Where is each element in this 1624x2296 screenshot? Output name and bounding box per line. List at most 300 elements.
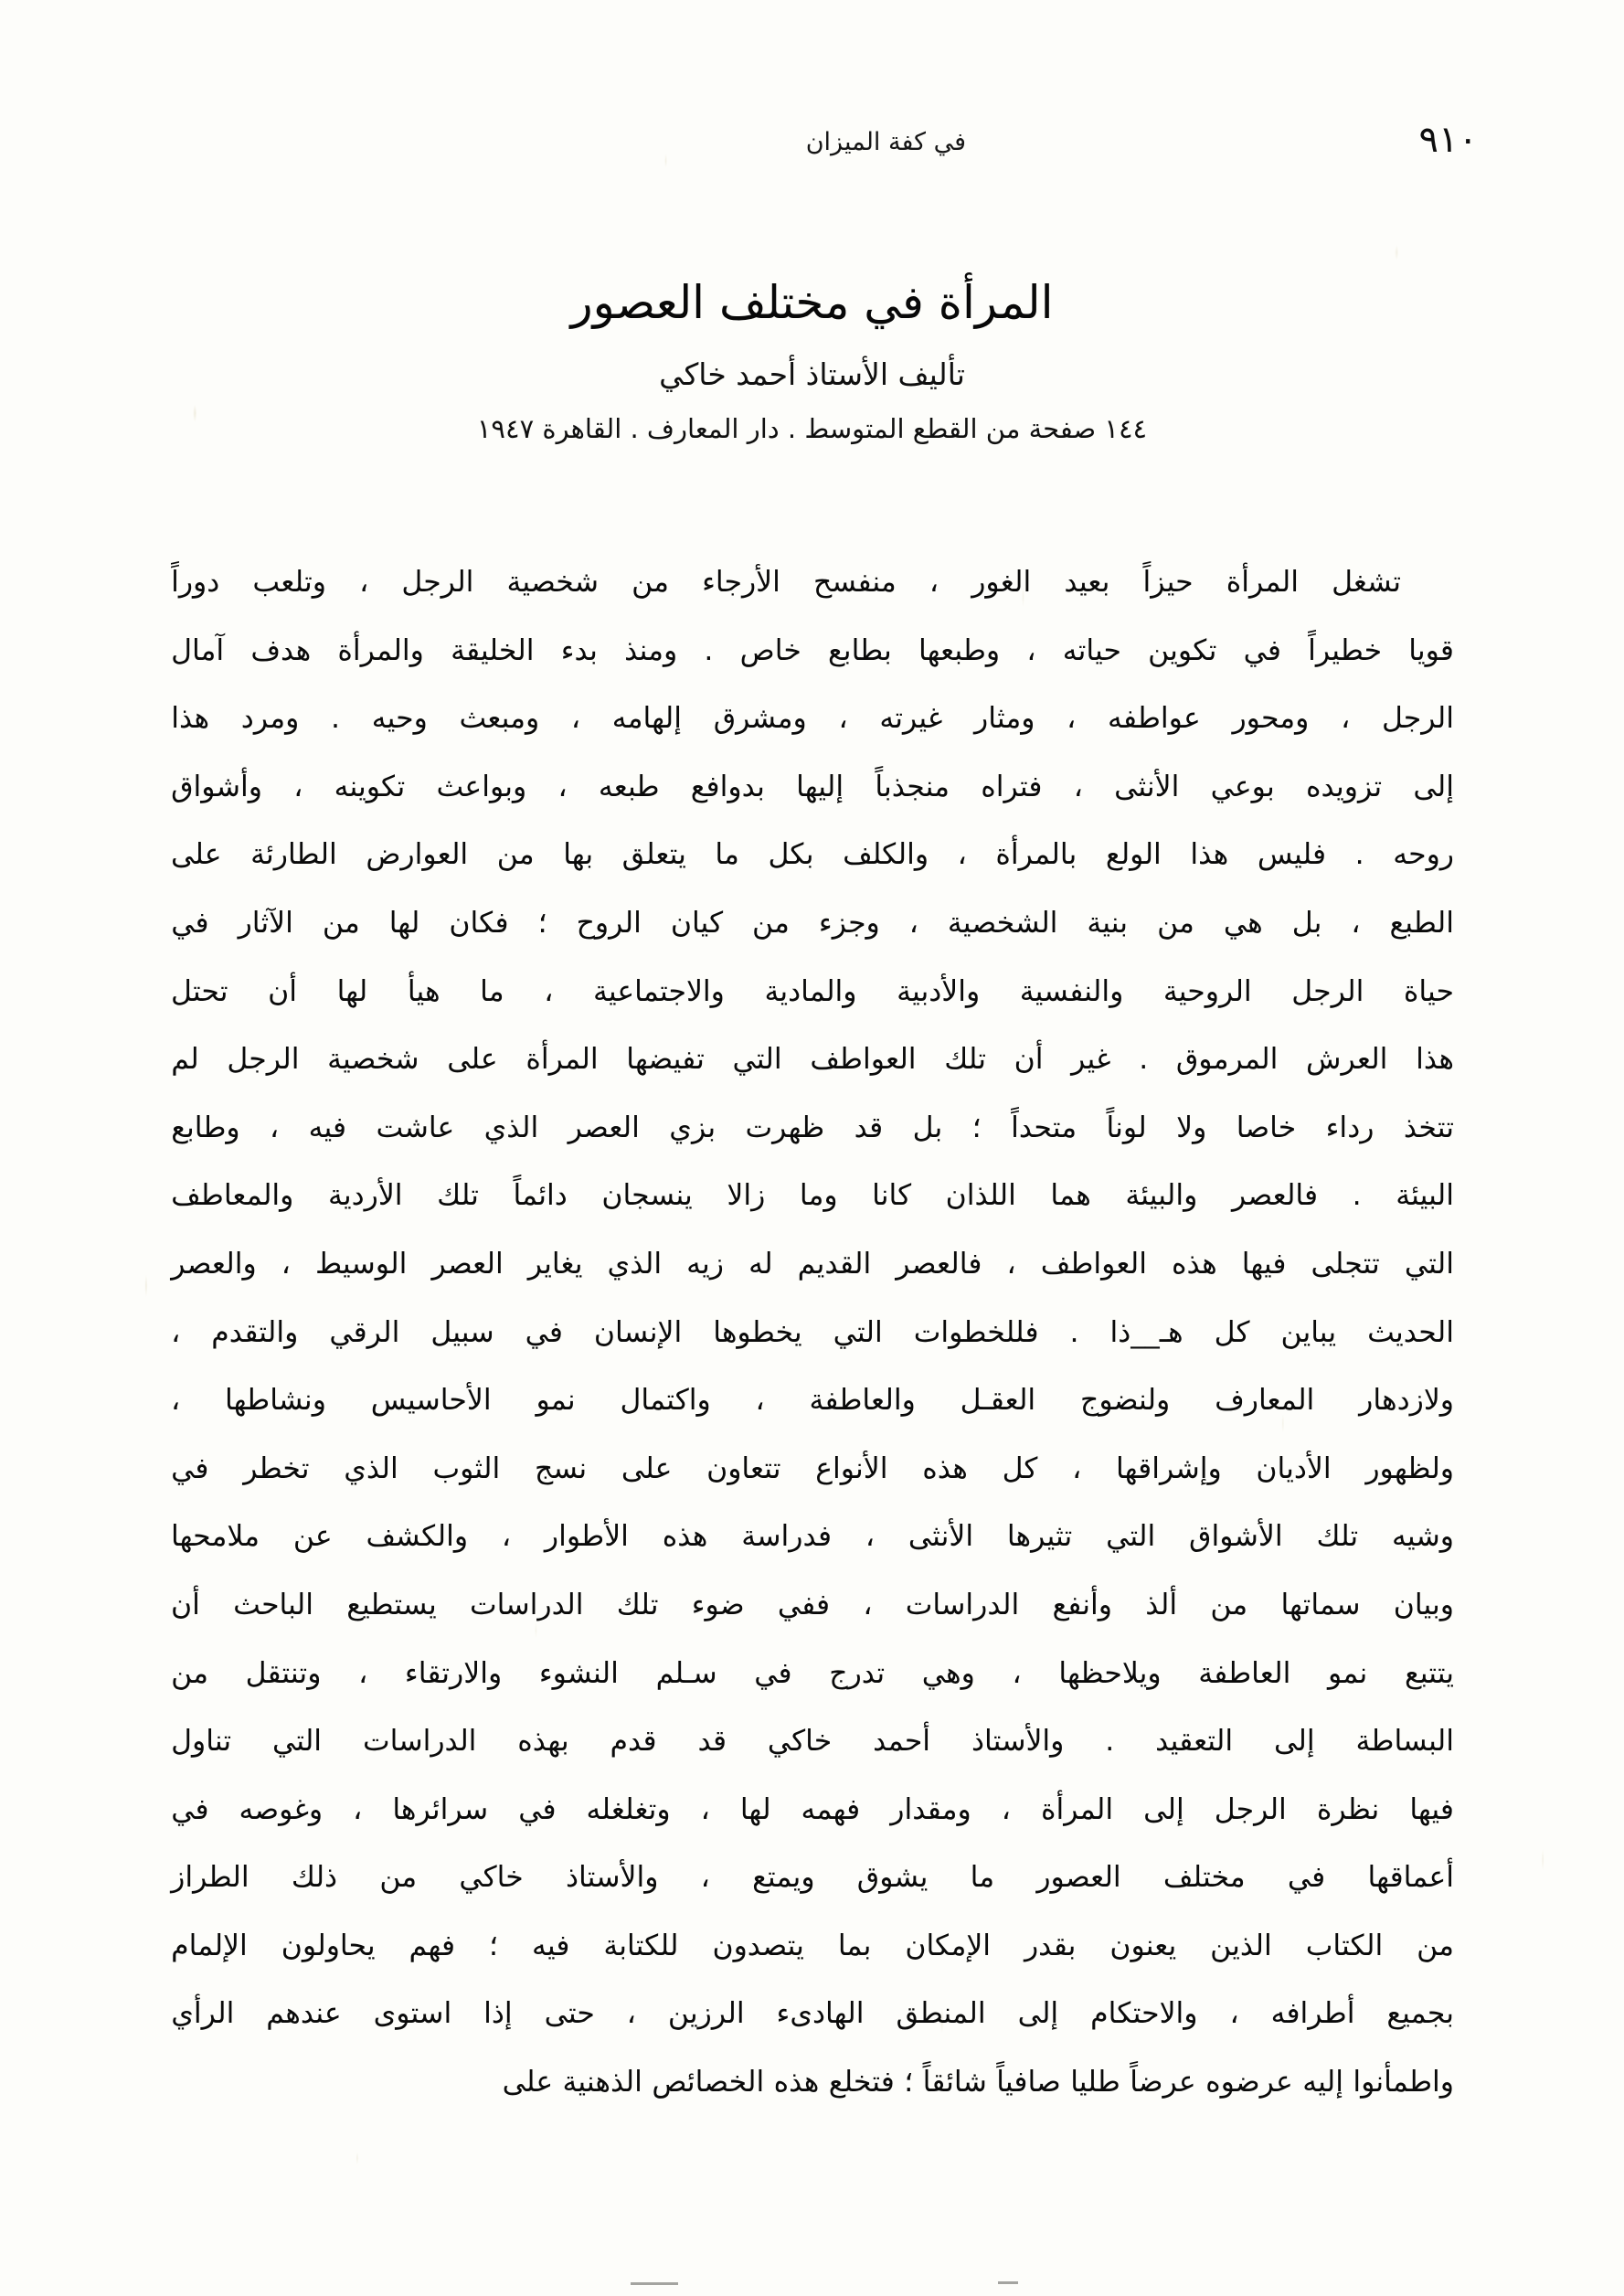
body-word: من — [752, 906, 790, 940]
body-word: . — [704, 633, 714, 667]
body-line — [171, 548, 1454, 617]
body-word: إلى — [1017, 1997, 1059, 2031]
body-word: الأنثى — [1114, 770, 1180, 803]
body-line — [171, 1230, 1454, 1299]
body-word: ، — [1067, 702, 1077, 736]
body-word: ، — [544, 974, 554, 1008]
body-word: ، — [1072, 1451, 1082, 1485]
body-word: ونشاطها — [225, 1384, 326, 1418]
body-word: الأردية — [327, 1179, 403, 1213]
body-word: والأدبية — [897, 974, 981, 1008]
body-word: وإشراقها — [1116, 1451, 1222, 1485]
body-word: فتخلع — [828, 2066, 895, 2099]
body-word: وهي — [921, 1656, 975, 1690]
body-word: الرجل — [401, 566, 474, 599]
body-word: بالمرأة — [995, 838, 1077, 872]
body-word: كانا — [872, 1179, 912, 1213]
body-word: بدء — [560, 633, 598, 667]
body-word: في — [754, 1656, 792, 1690]
body-word: خاصا — [1236, 1111, 1297, 1144]
body-word: يغاير — [527, 1247, 583, 1281]
body-word: ، — [171, 1315, 181, 1349]
body-word: هدف — [250, 633, 312, 667]
body-word: والأستاذ — [971, 1725, 1065, 1759]
body-word: القديم — [797, 1247, 872, 1281]
body-word: والعصر — [171, 1247, 257, 1281]
body-word: خاكي — [459, 1861, 524, 1895]
body-word: ولنضوج — [1080, 1384, 1171, 1418]
body-word: ، — [929, 566, 939, 599]
body-word: ؛ — [489, 1929, 499, 1962]
body-word: في — [518, 1792, 557, 1826]
body-word: روحه — [1393, 838, 1454, 872]
body-word: الدراسات — [362, 1725, 477, 1759]
body-word: تكوينه — [334, 770, 406, 803]
body-word: وأشواق — [171, 770, 262, 803]
body-word: وتنتقل — [245, 1656, 322, 1690]
body-word: ولا — [1176, 1111, 1207, 1144]
body-word: سماتها — [1280, 1588, 1361, 1621]
body-word: العوارض — [366, 838, 469, 872]
body-word: طليا — [1070, 2066, 1120, 2099]
body-word: فيه — [308, 1111, 347, 1144]
body-word: لها — [739, 1792, 771, 1826]
body-word: العاطفة — [1198, 1656, 1291, 1690]
body-word: العرش — [1306, 1043, 1388, 1077]
body-text — [171, 548, 1454, 2117]
body-word: الذي — [483, 1111, 539, 1144]
body-word: إلى — [1413, 770, 1454, 803]
body-word: طبعه — [598, 770, 660, 803]
body-word: ، — [626, 1997, 636, 2031]
body-word: ، — [281, 1247, 291, 1281]
body-word: المنطق — [896, 1997, 986, 2031]
body-word: الخصائص — [652, 2066, 765, 2099]
body-word: مختلف — [1162, 1861, 1246, 1895]
body-word: تكوين — [1148, 633, 1217, 667]
body-word: التي — [732, 1043, 782, 1077]
body-word: إليها — [796, 770, 844, 803]
body-word: ومشرق — [713, 702, 807, 736]
body-word: ذلك — [291, 1861, 338, 1895]
byline: تأليف الأستاذ أحمد خاكي — [659, 356, 965, 392]
body-word: الدراسات — [469, 1588, 584, 1621]
body-word: في — [1287, 1861, 1326, 1895]
body-word: الرجل — [1381, 702, 1454, 736]
body-word: وتلعب — [252, 566, 326, 599]
body-word: الخليقة — [451, 633, 535, 667]
body-word: ، — [700, 1792, 710, 1826]
body-word: بكل — [768, 838, 814, 872]
body-word: الآثار — [238, 906, 293, 940]
body-word: آمال — [171, 633, 225, 667]
body-word: وبيان — [1393, 1588, 1454, 1621]
body-word: تثيرها — [1006, 1520, 1073, 1554]
body-word: سـلم — [655, 1656, 717, 1690]
body-word: عاشت — [376, 1111, 455, 1144]
body-word: إلى — [1274, 1725, 1315, 1759]
scan-artifact-tick-left — [631, 2282, 678, 2285]
body-word: ومرد — [240, 702, 300, 736]
body-word: العقـل — [960, 1384, 1036, 1418]
body-word: والنفسية — [1019, 974, 1124, 1008]
body-word: بجميع — [1386, 1997, 1454, 2031]
page-title: المرأة في مختلف العصور — [570, 276, 1054, 329]
body-word: على — [621, 1451, 673, 1485]
body-word: يباين — [1280, 1315, 1337, 1349]
body-word: أعماقها — [1367, 1861, 1454, 1895]
body-word: من — [322, 906, 360, 940]
body-word: غيرته — [879, 702, 943, 736]
body-word: ، — [1351, 906, 1361, 940]
body-word: حياة — [1403, 974, 1454, 1008]
body-word: زيه — [686, 1247, 725, 1281]
body-word: الرجل — [1214, 1792, 1287, 1826]
body-word: من — [632, 566, 669, 599]
body-word: على — [502, 2066, 554, 2099]
body-word: الذين — [1210, 1929, 1272, 1962]
body-word: وغوصه — [239, 1792, 324, 1826]
body-word: الأرجاء — [702, 566, 780, 599]
body-word: بل — [912, 1111, 943, 1144]
body-line — [171, 1707, 1454, 1776]
body-word: يتتبع — [1404, 1656, 1454, 1690]
body-word: ، — [359, 566, 369, 599]
body-word: العواطف — [1040, 1247, 1147, 1281]
body-word: والتقدم — [211, 1315, 299, 1349]
body-word: ما — [480, 974, 504, 1008]
imprint-line: ١٤٤ صفحة من القطع المتوسط . دار المعارف . القاهرة ١٩٤٧ — [476, 413, 1148, 445]
body-line — [171, 685, 1454, 753]
body-word: الباحث — [233, 1588, 313, 1621]
body-word: تلك — [437, 1179, 479, 1213]
body-word: ، — [1001, 1792, 1011, 1826]
body-word: ، — [557, 770, 568, 803]
body-word: هذا — [171, 702, 210, 736]
body-word: حياته — [1062, 633, 1121, 667]
body-word: والأستاذ — [565, 1861, 659, 1895]
body-word: تناول — [171, 1725, 232, 1759]
body-word: على — [171, 838, 222, 872]
body-word: والمرأة — [337, 633, 424, 667]
body-line — [171, 889, 1454, 958]
body-word: تزويده — [1305, 770, 1383, 803]
body-word: بعيد — [1064, 566, 1110, 599]
body-word: في — [171, 906, 209, 940]
body-word: عواطفه — [1108, 702, 1201, 736]
body-word: العصر — [431, 1247, 504, 1281]
body-word: غير — [1071, 1043, 1111, 1077]
body-word: شخصية — [506, 566, 599, 599]
body-word: المرأة — [525, 1043, 599, 1077]
body-word: المعارف — [1215, 1384, 1315, 1418]
scan-artifact-tick-right — [998, 2281, 1018, 2284]
body-line — [171, 1640, 1454, 1708]
body-word: لها — [336, 974, 368, 1008]
body-word: وطبعها — [918, 633, 1001, 667]
body-word: الأشواق — [1189, 1520, 1283, 1554]
body-word: استوى — [373, 1997, 452, 2031]
body-word: بما — [837, 1929, 872, 1962]
body-word: نظرة — [1316, 1792, 1380, 1826]
body-word: والبيئة — [1125, 1179, 1198, 1213]
body-word: من — [171, 1656, 208, 1690]
body-word: التي — [1106, 1520, 1156, 1554]
body-word: الطبع — [1389, 906, 1454, 940]
body-word: نمو — [536, 1384, 576, 1418]
body-word: . — [1352, 1179, 1362, 1213]
body-word: هذه — [773, 2066, 820, 2099]
body-word: ومبعث — [459, 702, 540, 736]
body-word: تشغل — [1332, 566, 1401, 599]
body-word: تتخذ — [1403, 1111, 1454, 1144]
body-word: ، — [957, 838, 967, 872]
body-word: ففي — [777, 1588, 831, 1621]
body-word: بهذه — [517, 1725, 569, 1759]
body-line — [171, 2048, 1454, 2117]
body-word: ، — [1073, 770, 1083, 803]
body-word: ، — [270, 1111, 280, 1144]
body-word: البساطة — [1355, 1725, 1454, 1759]
body-word: بوعي — [1210, 770, 1275, 803]
body-word: والاحتكام — [1090, 1997, 1198, 2031]
body-word: الرأي — [171, 1997, 235, 2031]
body-word: ، — [863, 1588, 873, 1621]
body-word: فيها — [1409, 1792, 1454, 1826]
body-word: الرقي — [329, 1315, 400, 1349]
body-word: فيها — [1241, 1247, 1287, 1281]
title-block — [146, 274, 1478, 447]
body-word: عندهم — [266, 1997, 342, 2031]
body-word: ، — [1341, 702, 1351, 736]
body-word: يشوق — [856, 1861, 929, 1895]
body-word: فدراسة — [741, 1520, 833, 1554]
body-word: ولظهور — [1365, 1451, 1454, 1485]
body-word: في — [525, 1315, 563, 1349]
body-word: ، — [353, 1792, 363, 1826]
body-word: ، — [1006, 1247, 1016, 1281]
body-word: يخطوها — [713, 1315, 802, 1349]
body-word: قد — [697, 1725, 727, 1759]
body-word: ما — [970, 1861, 995, 1895]
body-word: ويلاحظها — [1058, 1656, 1162, 1690]
body-word: يستطيع — [346, 1588, 437, 1621]
body-line — [171, 1776, 1454, 1844]
body-word: لها — [388, 906, 420, 940]
body-line — [171, 1094, 1454, 1163]
body-word: بدوافع — [690, 770, 765, 803]
body-word: ملامحها — [171, 1520, 260, 1554]
body-word: ومنذ — [624, 633, 678, 667]
body-word: تلك — [616, 1588, 659, 1621]
body-word: تحتل — [171, 974, 228, 1008]
body-word: تلك — [1316, 1520, 1359, 1554]
body-word: الطراز — [171, 1861, 249, 1895]
body-word: إذا — [483, 1997, 513, 2031]
body-line — [171, 1162, 1454, 1230]
body-word: وشيه — [1392, 1520, 1454, 1554]
body-word: ومقدار — [890, 1792, 971, 1826]
body-line — [171, 1503, 1454, 1571]
body-word: قويا — [1408, 633, 1454, 667]
body-word: فكان — [449, 906, 509, 940]
body-word: سبيل — [430, 1315, 494, 1349]
body-word: شائقاً — [922, 2066, 987, 2099]
body-word: ظهرت — [745, 1111, 825, 1144]
body-word: النشوء — [538, 1656, 619, 1690]
body-word: هذه — [662, 1520, 708, 1554]
body-line — [171, 1366, 1454, 1435]
body-word: أن — [171, 1588, 200, 1621]
body-word: ، — [1026, 633, 1036, 667]
body-word: بنية — [1087, 906, 1129, 940]
body-word: فهم — [409, 1929, 456, 1962]
body-word: ؛ — [971, 1111, 982, 1144]
body-word: خطيراً — [1308, 633, 1383, 667]
body-word: فهمه — [801, 1792, 861, 1826]
body-line — [171, 617, 1454, 686]
body-word: هذه — [922, 1451, 968, 1485]
body-word: ، — [293, 770, 303, 803]
body-word: أن — [268, 974, 297, 1008]
body-word: المرأة — [1040, 1792, 1114, 1826]
body-word: بقدر — [1024, 1929, 1077, 1962]
body-word: ومحور — [1232, 702, 1310, 736]
body-word: الأنثى — [908, 1520, 974, 1554]
body-word: على — [447, 1043, 498, 1077]
body-word: كل — [1002, 1451, 1038, 1485]
body-word: الدراسات — [905, 1588, 1020, 1621]
body-word: فليس — [1257, 838, 1327, 872]
body-word: هيأ — [407, 974, 440, 1008]
body-word: . — [1139, 1043, 1149, 1077]
body-word: خاكي — [767, 1725, 833, 1759]
body-word: ، — [838, 702, 848, 736]
body-word: من — [1210, 1588, 1248, 1621]
body-word: . — [1105, 1725, 1115, 1759]
body-word: ، — [865, 1520, 876, 1554]
body-word: الأحاسيس — [370, 1384, 492, 1418]
body-word: والارتقاء — [404, 1656, 503, 1690]
body-word: حيزاً — [1142, 566, 1194, 599]
body-word: البيئة — [1396, 1179, 1454, 1213]
body-word: ، — [1229, 1997, 1239, 2031]
body-word: أطرافه — [1270, 1997, 1355, 2031]
body-word: الغور — [971, 566, 1032, 599]
body-word: تلك — [944, 1043, 986, 1077]
body-word: تدرج — [829, 1656, 886, 1690]
body-word: ، — [908, 906, 918, 940]
body-word: عرضوه — [1205, 2066, 1293, 2099]
body-word: وأنفع — [1052, 1588, 1112, 1621]
body-word: يتعلق — [621, 838, 686, 872]
body-word: وحيه — [371, 702, 428, 736]
body-word: الكتاب — [1305, 1929, 1384, 1962]
body-word: من — [1157, 906, 1194, 940]
body-word: ومثار — [974, 702, 1035, 736]
body-word: الوسيط — [314, 1247, 408, 1281]
body-word: هي — [1223, 906, 1263, 940]
body-word: العصر — [568, 1111, 640, 1144]
body-word: والاجتماعية — [592, 974, 725, 1008]
body-word: الطارئة — [250, 838, 337, 872]
body-word: ضوء — [691, 1588, 745, 1621]
body-word: بها — [563, 838, 594, 872]
body-word: أحمد — [873, 1725, 931, 1759]
body-word: سرائرها — [392, 1792, 489, 1826]
body-word: من — [496, 838, 535, 872]
body-word: كل — [1214, 1315, 1250, 1349]
body-word: اللذان — [945, 1179, 1016, 1213]
body-word: ما — [715, 838, 739, 872]
body-word: الإنسان — [593, 1315, 683, 1349]
body-word: المرموق — [1175, 1043, 1279, 1077]
body-word: الرزين — [667, 1997, 745, 2031]
body-word: شخصية — [327, 1043, 419, 1077]
body-word: بل — [1291, 906, 1322, 940]
body-word: هذا — [1190, 838, 1229, 872]
body-word: التعقيد — [1155, 1725, 1234, 1759]
body-word: لوناً — [1106, 1111, 1147, 1144]
body-word: عن — [292, 1520, 333, 1554]
body-word: كيان — [670, 906, 724, 940]
body-word: ويمتع — [752, 1861, 815, 1895]
body-word: ، — [358, 1656, 368, 1690]
body-word: والكشف — [366, 1520, 469, 1554]
body-line — [171, 1299, 1454, 1367]
body-word: خاص — [739, 633, 801, 667]
body-word: الروح — [576, 906, 642, 940]
body-word: الأديان — [1256, 1451, 1332, 1485]
body-word: . — [331, 702, 341, 736]
body-word: إلى — [1143, 1792, 1184, 1826]
body-word: فالعصر — [896, 1247, 982, 1281]
body-line — [171, 1912, 1454, 1981]
body-word: الإمكان — [905, 1929, 992, 1962]
body-word: وبواعث — [436, 770, 527, 803]
body-word: من — [1417, 1929, 1454, 1962]
body-word: فتراه — [981, 770, 1043, 803]
body-word: هـ__ذا — [1109, 1315, 1184, 1349]
body-word: عرضاً — [1130, 2066, 1196, 2099]
body-line — [171, 1026, 1454, 1094]
body-word: واطمأنوا — [1353, 2066, 1454, 2099]
body-word: نمو — [1328, 1656, 1368, 1690]
body-word: الذي — [607, 1247, 663, 1281]
body-word: الأنواع — [815, 1451, 888, 1485]
body-word: . — [1354, 838, 1364, 872]
body-word: متحداً — [1011, 1111, 1077, 1144]
body-word: الأطوار — [544, 1520, 629, 1554]
body-word: التي — [271, 1725, 323, 1759]
body-word: يتصدون — [712, 1929, 804, 1962]
body-word: الهادىء — [776, 1997, 865, 2031]
body-word: الروحية — [1162, 974, 1252, 1008]
body-word: العواطف — [810, 1043, 917, 1077]
body-word: ؛ — [537, 906, 547, 940]
body-word: فللخطوات — [913, 1315, 1039, 1349]
body-word: أن — [1014, 1043, 1044, 1077]
body-word: ألذ — [1145, 1588, 1178, 1621]
body-word: ولازدهار — [1359, 1384, 1454, 1418]
body-word: العصور — [1036, 1861, 1121, 1895]
body-word: وما — [799, 1179, 838, 1213]
body-word: منفسح — [813, 566, 897, 599]
body-word: ، — [1012, 1656, 1022, 1690]
body-word: له — [748, 1247, 773, 1281]
body-word: نسج — [534, 1451, 588, 1485]
body-word: منجذباً — [875, 770, 950, 803]
